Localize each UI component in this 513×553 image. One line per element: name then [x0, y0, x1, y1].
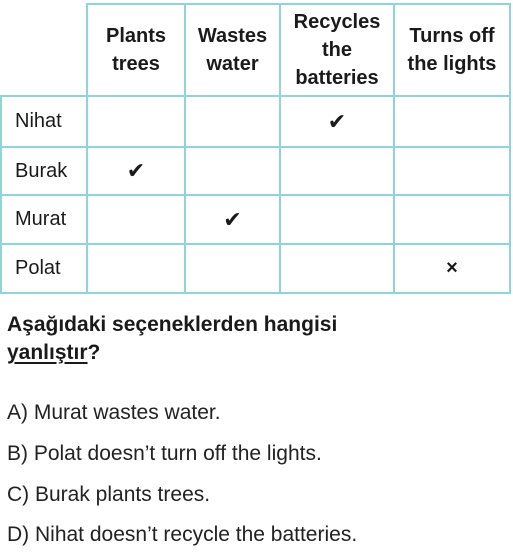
check-mark-icon: ✔	[126, 158, 146, 183]
option-a[interactable]: A) Murat wastes water.	[7, 401, 221, 424]
question-underlined-word: yanlıştır	[7, 341, 88, 364]
row-label-polat: Polat	[15, 257, 61, 279]
row-label-nihat: Nihat	[15, 110, 62, 132]
column-header-plants-trees: Plants trees	[105, 25, 167, 75]
table-cell	[395, 148, 509, 194]
table-cell	[281, 148, 393, 194]
table-cell	[88, 196, 184, 243]
check-mark-icon: ✔	[223, 206, 242, 232]
question-prefix: Aşağıdaki seçeneklerden hangisi	[7, 313, 338, 336]
table-cell	[395, 97, 509, 146]
check-mark-icon: ✔	[327, 108, 347, 134]
option-c[interactable]: C) Burak plants trees.	[7, 483, 211, 506]
table-cell	[281, 245, 393, 292]
column-header-turns-off-lights: Turns off the lights	[407, 25, 497, 75]
question-suffix: ?	[87, 341, 101, 364]
table-cell	[186, 97, 279, 146]
question-line-2	[7, 339, 507, 367]
row-label-burak: Burak	[15, 159, 68, 182]
question-text	[7, 311, 507, 367]
table-line	[509, 3, 511, 294]
table-cell	[395, 196, 509, 243]
table-cell	[88, 97, 184, 146]
table-cell	[88, 245, 184, 292]
row-label-murat: Murat	[15, 208, 67, 230]
table-cell	[281, 196, 393, 243]
column-header-recycles-batteries: Recycles the batteries	[293, 11, 381, 89]
cross-mark-icon: ×	[446, 257, 458, 279]
table-cell	[186, 245, 279, 292]
table-cell	[186, 148, 279, 194]
option-d[interactable]: D) Nihat doesn’t recycle the batteries.	[7, 523, 358, 546]
table-line	[0, 292, 511, 294]
option-b[interactable]: B) Polat doesn’t turn off the lights.	[7, 442, 322, 465]
column-header-wastes-water: Wastes water	[197, 25, 268, 75]
